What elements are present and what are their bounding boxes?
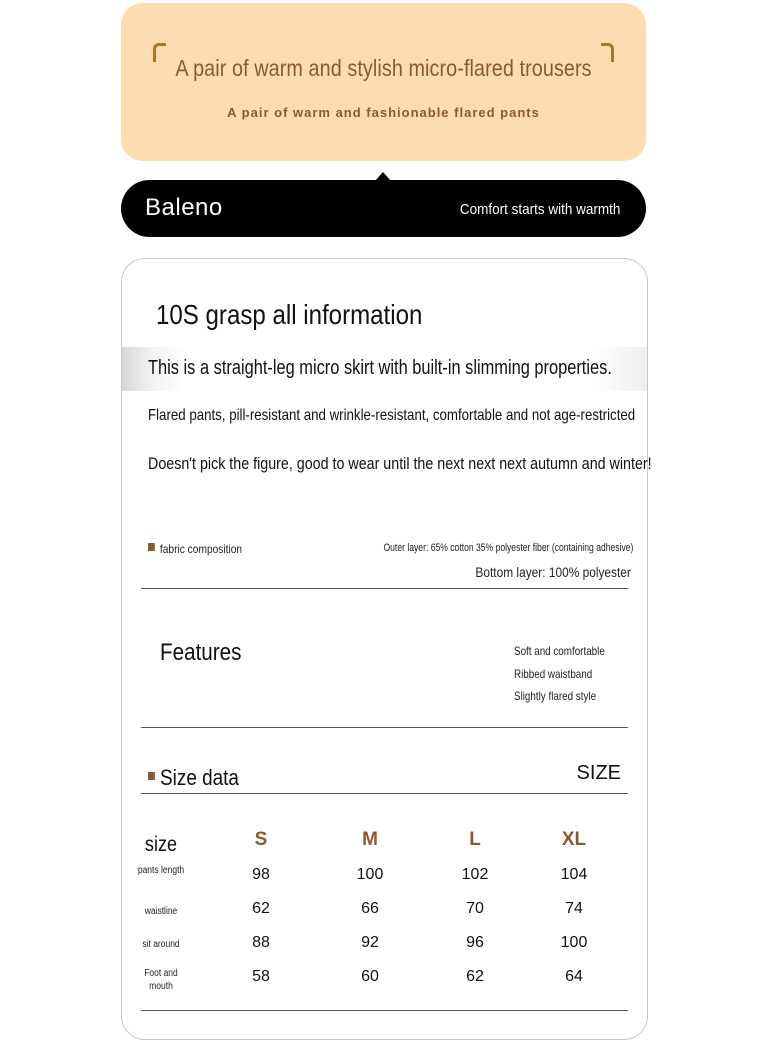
intro-line-3: Doesn't pick the figure, good to wear until the next next next autumn and winter! bbox=[148, 454, 652, 473]
feature-item: Slightly flared style bbox=[514, 689, 597, 703]
brand-logo: Baleno bbox=[145, 194, 223, 221]
product-info-card bbox=[121, 258, 652, 1040]
size-value: 62 bbox=[466, 968, 484, 985]
features-list bbox=[514, 644, 625, 712]
banner-subtitle: A pair of warm and fashionable flared pants bbox=[227, 105, 540, 120]
size-value: 64 bbox=[565, 968, 583, 985]
size-value: 92 bbox=[361, 934, 379, 951]
size-col-xl: XL bbox=[561, 829, 587, 850]
features-title: Features bbox=[160, 639, 242, 666]
size-value: 66 bbox=[361, 900, 379, 917]
size-value: 88 bbox=[252, 934, 270, 951]
feature-item: Soft and comfortable bbox=[514, 644, 606, 658]
size-value: 62 bbox=[252, 900, 270, 917]
row-label-waistline: waistline bbox=[144, 906, 178, 917]
brand-slogan: Comfort starts with warmth bbox=[459, 201, 620, 218]
size-value: 100 bbox=[356, 866, 384, 883]
banner-title: A pair of warm and stylish micro-flared trousers bbox=[175, 55, 592, 81]
fabric-bottom-layer: Bottom layer: 100% polyester bbox=[475, 564, 631, 580]
size-col-l: L bbox=[469, 829, 481, 850]
square-bullet-icon bbox=[148, 543, 155, 551]
size-value: 70 bbox=[466, 900, 484, 917]
size-value: 60 bbox=[361, 968, 379, 985]
square-bullet-icon bbox=[148, 772, 155, 780]
size-value: 96 bbox=[466, 934, 484, 951]
size-corner-label: size bbox=[144, 833, 178, 856]
divider bbox=[141, 793, 628, 794]
intro-line-1: This is a straight-leg micro skirt with built-in slimming properties. bbox=[148, 357, 612, 379]
brand-bar bbox=[121, 180, 646, 237]
size-value: 104 bbox=[560, 866, 588, 883]
info-heading: 10S grasp all information bbox=[156, 299, 423, 330]
size-value: 74 bbox=[565, 900, 583, 917]
intro-line-2: Flared pants, pill-resistant and wrinkle-resistant, comfortable and not age-restricted bbox=[148, 407, 636, 424]
fabric-label-text: fabric composition bbox=[159, 542, 243, 556]
size-data-title bbox=[148, 765, 239, 791]
fabric-composition-label bbox=[148, 542, 242, 556]
fabric-outer-layer: Outer layer: 65% cotton 35% polyester fiber (containing adhesive) bbox=[383, 542, 633, 554]
divider bbox=[141, 588, 628, 589]
row-label-foot-mouth: Foot and mouth bbox=[144, 968, 178, 992]
title-banner bbox=[121, 3, 646, 161]
divider bbox=[141, 1010, 628, 1011]
size-col-m: M bbox=[362, 829, 378, 850]
size-col-s: S bbox=[254, 829, 268, 850]
row-label-pants-length: pants length bbox=[137, 865, 185, 876]
size-value: 58 bbox=[252, 968, 270, 985]
size-data-title-text: Size data bbox=[160, 765, 239, 790]
divider bbox=[141, 727, 628, 728]
row-label-sit-around: sit around bbox=[142, 939, 180, 950]
size-tag: SIZE bbox=[576, 762, 621, 784]
size-value: 98 bbox=[252, 866, 270, 883]
size-value: 102 bbox=[461, 866, 489, 883]
size-value: 100 bbox=[560, 934, 588, 951]
feature-item: Ribbed waistband bbox=[514, 666, 593, 681]
